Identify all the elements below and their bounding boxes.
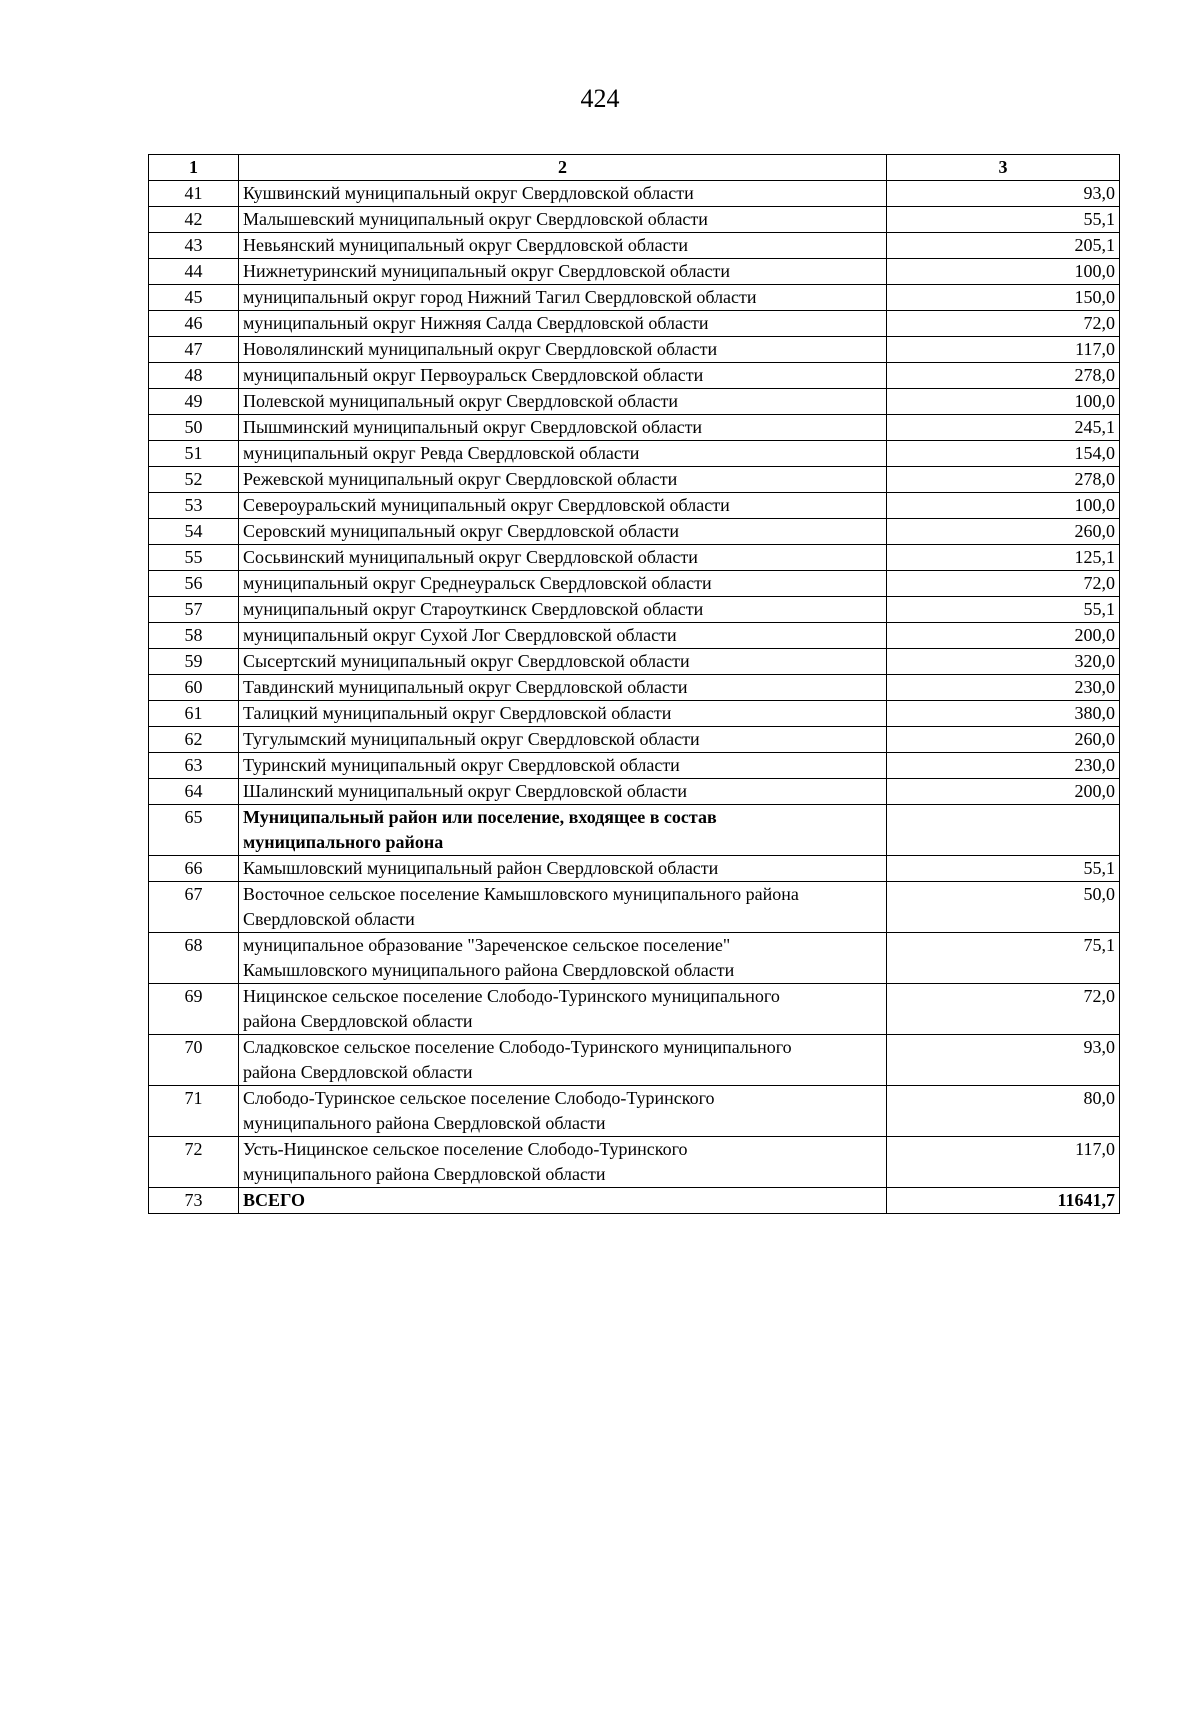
municipality-name (239, 882, 887, 933)
table-row (149, 1035, 1120, 1086)
municipality-name-line: Сладковское сельское поселение Слободо-Туринского муниципального (243, 1037, 792, 1057)
amount-value: 93,0 (887, 1035, 1120, 1086)
table-row (149, 181, 1120, 207)
municipality-name-line: Талицкий муниципальный округ Свердловской области (243, 703, 672, 723)
row-number: 59 (149, 649, 239, 675)
amount-value: 93,0 (887, 181, 1120, 207)
row-number: 70 (149, 1035, 239, 1086)
amount-value: 100,0 (887, 493, 1120, 519)
amount-value: 100,0 (887, 389, 1120, 415)
table-row (149, 649, 1120, 675)
amount-value: 72,0 (887, 311, 1120, 337)
total-value: 11641,7 (887, 1188, 1120, 1214)
row-number: 60 (149, 675, 239, 701)
amount-value: 72,0 (887, 571, 1120, 597)
table-row (149, 675, 1120, 701)
municipality-name (239, 233, 887, 259)
amount-value: 75,1 (887, 933, 1120, 984)
row-number: 55 (149, 545, 239, 571)
amount-value: 230,0 (887, 675, 1120, 701)
table-header-row (149, 155, 1120, 181)
table-row (149, 856, 1120, 882)
table-row (149, 441, 1120, 467)
row-number: 58 (149, 623, 239, 649)
municipality-name (239, 753, 887, 779)
municipality-name-line: Сысертский муниципальный округ Свердловской области (243, 651, 690, 671)
table-row (149, 311, 1120, 337)
amount-value: 117,0 (887, 1137, 1120, 1188)
total-label: ВСЕГО (239, 1188, 887, 1214)
table-row (149, 597, 1120, 623)
municipality-name-line: района Свердловской области (243, 1062, 473, 1082)
municipality-name-line: Нижнетуринский муниципальный округ Свердловской области (243, 261, 731, 281)
municipality-name (239, 207, 887, 233)
amount-value: 125,1 (887, 545, 1120, 571)
municipality-name-line: Североуральский муниципальный округ Свердловской области (243, 495, 730, 515)
amount-value: 100,0 (887, 259, 1120, 285)
municipality-name (239, 571, 887, 597)
municipality-name (239, 856, 887, 882)
table-row (149, 389, 1120, 415)
amount-value: 245,1 (887, 415, 1120, 441)
municipality-name-line: Кушвинский муниципальный округ Свердловской области (243, 183, 694, 203)
table-row (149, 285, 1120, 311)
amount-value: 260,0 (887, 519, 1120, 545)
municipality-name (239, 389, 887, 415)
amount-value: 278,0 (887, 363, 1120, 389)
municipality-name (239, 519, 887, 545)
municipality-name (239, 363, 887, 389)
amount-value: 200,0 (887, 779, 1120, 805)
municipality-name-line: Полевской муниципальный округ Свердловской области (243, 391, 679, 411)
amount-value: 117,0 (887, 337, 1120, 363)
municipality-name (239, 337, 887, 363)
amount-value: 230,0 (887, 753, 1120, 779)
table-row (149, 753, 1120, 779)
municipality-name (239, 311, 887, 337)
amount-value: 154,0 (887, 441, 1120, 467)
municipality-name-line: Усть-Ницинское сельское поселение Слободо-Туринского (243, 1139, 688, 1159)
column-header-value: 3 (887, 155, 1120, 181)
table-row (149, 701, 1120, 727)
amount-value: 380,0 (887, 701, 1120, 727)
municipality-name (239, 805, 887, 856)
column-header-number: 1 (149, 155, 239, 181)
amount-value: 150,0 (887, 285, 1120, 311)
municipality-name (239, 1137, 887, 1188)
table-row (149, 984, 1120, 1035)
municipality-name (239, 467, 887, 493)
row-number: 48 (149, 363, 239, 389)
municipality-name (239, 441, 887, 467)
municipality-name (239, 984, 887, 1035)
amount-value: 320,0 (887, 649, 1120, 675)
row-number: 67 (149, 882, 239, 933)
municipality-name-line: Тавдинский муниципальный округ Свердловской области (243, 677, 688, 697)
municipality-name (239, 597, 887, 623)
municipality-name (239, 285, 887, 311)
municipality-name-line: муниципальный округ Нижняя Салда Свердловской области (243, 313, 709, 333)
amount-value: 80,0 (887, 1086, 1120, 1137)
municipality-name (239, 701, 887, 727)
municipality-name (239, 623, 887, 649)
amount-value: 50,0 (887, 882, 1120, 933)
row-number: 62 (149, 727, 239, 753)
municipality-name-line: муниципальный округ Ревда Свердловской области (243, 443, 640, 463)
amount-value: 72,0 (887, 984, 1120, 1035)
municipality-name-line: муниципальный округ Сухой Лог Свердловской области (243, 625, 677, 645)
row-number: 52 (149, 467, 239, 493)
table-row (149, 363, 1120, 389)
row-number: 44 (149, 259, 239, 285)
row-number: 47 (149, 337, 239, 363)
row-number: 49 (149, 389, 239, 415)
municipality-name-line: муниципальное образование "Зареченское сельское поселение" (243, 935, 731, 955)
municipality-name (239, 415, 887, 441)
municipality-name-line: Серовский муниципальный округ Свердловской области (243, 521, 680, 541)
row-number: 66 (149, 856, 239, 882)
total-row (149, 1188, 1120, 1214)
table-row (149, 805, 1120, 856)
municipality-name-line: Слободо-Туринское сельское поселение Слободо-Туринского (243, 1088, 715, 1108)
row-number: 53 (149, 493, 239, 519)
row-number: 65 (149, 805, 239, 856)
amount-value: 55,1 (887, 207, 1120, 233)
row-number: 56 (149, 571, 239, 597)
table-row (149, 337, 1120, 363)
municipality-name-line: Туринский муниципальный округ Свердловской области (243, 755, 680, 775)
row-number: 45 (149, 285, 239, 311)
total-row-number: 73 (149, 1188, 239, 1214)
row-number: 50 (149, 415, 239, 441)
municipality-name-line: Шалинский муниципальный округ Свердловской области (243, 781, 688, 801)
municipality-name-line: Малышевский муниципальный округ Свердловской области (243, 209, 708, 229)
row-number: 64 (149, 779, 239, 805)
amount-value: 260,0 (887, 727, 1120, 753)
municipality-name (239, 1035, 887, 1086)
amount-value: 55,1 (887, 597, 1120, 623)
page-number: 424 (580, 84, 620, 113)
table-row (149, 933, 1120, 984)
municipality-name-line: муниципальный округ город Нижний Тагил Свердловской области (243, 287, 757, 307)
municipality-name-line: Камышловского муниципального района Свердловской области (243, 960, 735, 980)
table-row (149, 623, 1120, 649)
row-number: 63 (149, 753, 239, 779)
municipality-name-line: района Свердловской области (243, 1011, 473, 1031)
amount-value: 205,1 (887, 233, 1120, 259)
municipality-name (239, 181, 887, 207)
municipality-name-line: Свердловской области (243, 909, 415, 929)
row-number: 51 (149, 441, 239, 467)
municipality-name-line: Восточное сельское поселение Камышловского муниципального района (243, 884, 799, 904)
row-number: 57 (149, 597, 239, 623)
municipality-name-line: муниципальный округ Среднеуральск Свердловской области (243, 573, 712, 593)
table-row (149, 779, 1120, 805)
row-number: 72 (149, 1137, 239, 1188)
municipality-name-line: Муниципальный район или поселение, входящее в состав (243, 807, 717, 827)
amount-value: 55,1 (887, 856, 1120, 882)
row-number: 54 (149, 519, 239, 545)
municipality-name-line: Пышминский муниципальный округ Свердловской области (243, 417, 703, 437)
row-number: 41 (149, 181, 239, 207)
municipality-name (239, 259, 887, 285)
column-header-name: 2 (239, 155, 887, 181)
table-row (149, 1086, 1120, 1137)
municipality-name (239, 1086, 887, 1137)
row-number: 71 (149, 1086, 239, 1137)
municipality-name (239, 727, 887, 753)
municipality-name-line: Режевской муниципальный округ Свердловской области (243, 469, 678, 489)
municipality-name-line: Сосьвинский муниципальный округ Свердловской области (243, 547, 698, 567)
municipality-name-line: муниципального района Свердловской области (243, 1164, 606, 1184)
municipality-name-line: муниципальный округ Староуткинск Свердловской области (243, 599, 704, 619)
table-row (149, 519, 1120, 545)
row-number: 61 (149, 701, 239, 727)
municipality-name-line: Ницинское сельское поселение Слободо-Туринского муниципального (243, 986, 780, 1006)
table-row (149, 467, 1120, 493)
municipality-name-line: Новолялинский муниципальный округ Свердловской области (243, 339, 718, 359)
table-row (149, 1137, 1120, 1188)
table-row (149, 545, 1120, 571)
amount-value: 278,0 (887, 467, 1120, 493)
municipality-name (239, 649, 887, 675)
table-row (149, 415, 1120, 441)
row-number: 43 (149, 233, 239, 259)
table-row (149, 233, 1120, 259)
municipality-name-line: Невьянский муниципальный округ Свердловской области (243, 235, 689, 255)
municipality-name-line: Камышловский муниципальный район Свердловской области (243, 858, 719, 878)
amount-value (887, 805, 1120, 856)
row-number: 42 (149, 207, 239, 233)
municipality-name (239, 675, 887, 701)
row-number: 69 (149, 984, 239, 1035)
municipality-name (239, 933, 887, 984)
row-number: 46 (149, 311, 239, 337)
municipality-name-line: муниципального района (243, 832, 444, 852)
municipality-name-line: муниципального района Свердловской области (243, 1113, 606, 1133)
table-row (149, 882, 1120, 933)
table-row (149, 571, 1120, 597)
municipality-name-line: Тугулымский муниципальный округ Свердловской области (243, 729, 700, 749)
table-row (149, 493, 1120, 519)
table-row (149, 727, 1120, 753)
allocation-table (148, 154, 1120, 1214)
municipality-name-line: муниципальный округ Первоуральск Свердловской области (243, 365, 704, 385)
row-number: 68 (149, 933, 239, 984)
municipality-name (239, 545, 887, 571)
table-row (149, 207, 1120, 233)
amount-value: 200,0 (887, 623, 1120, 649)
municipality-name (239, 493, 887, 519)
municipality-name (239, 779, 887, 805)
table-row (149, 259, 1120, 285)
